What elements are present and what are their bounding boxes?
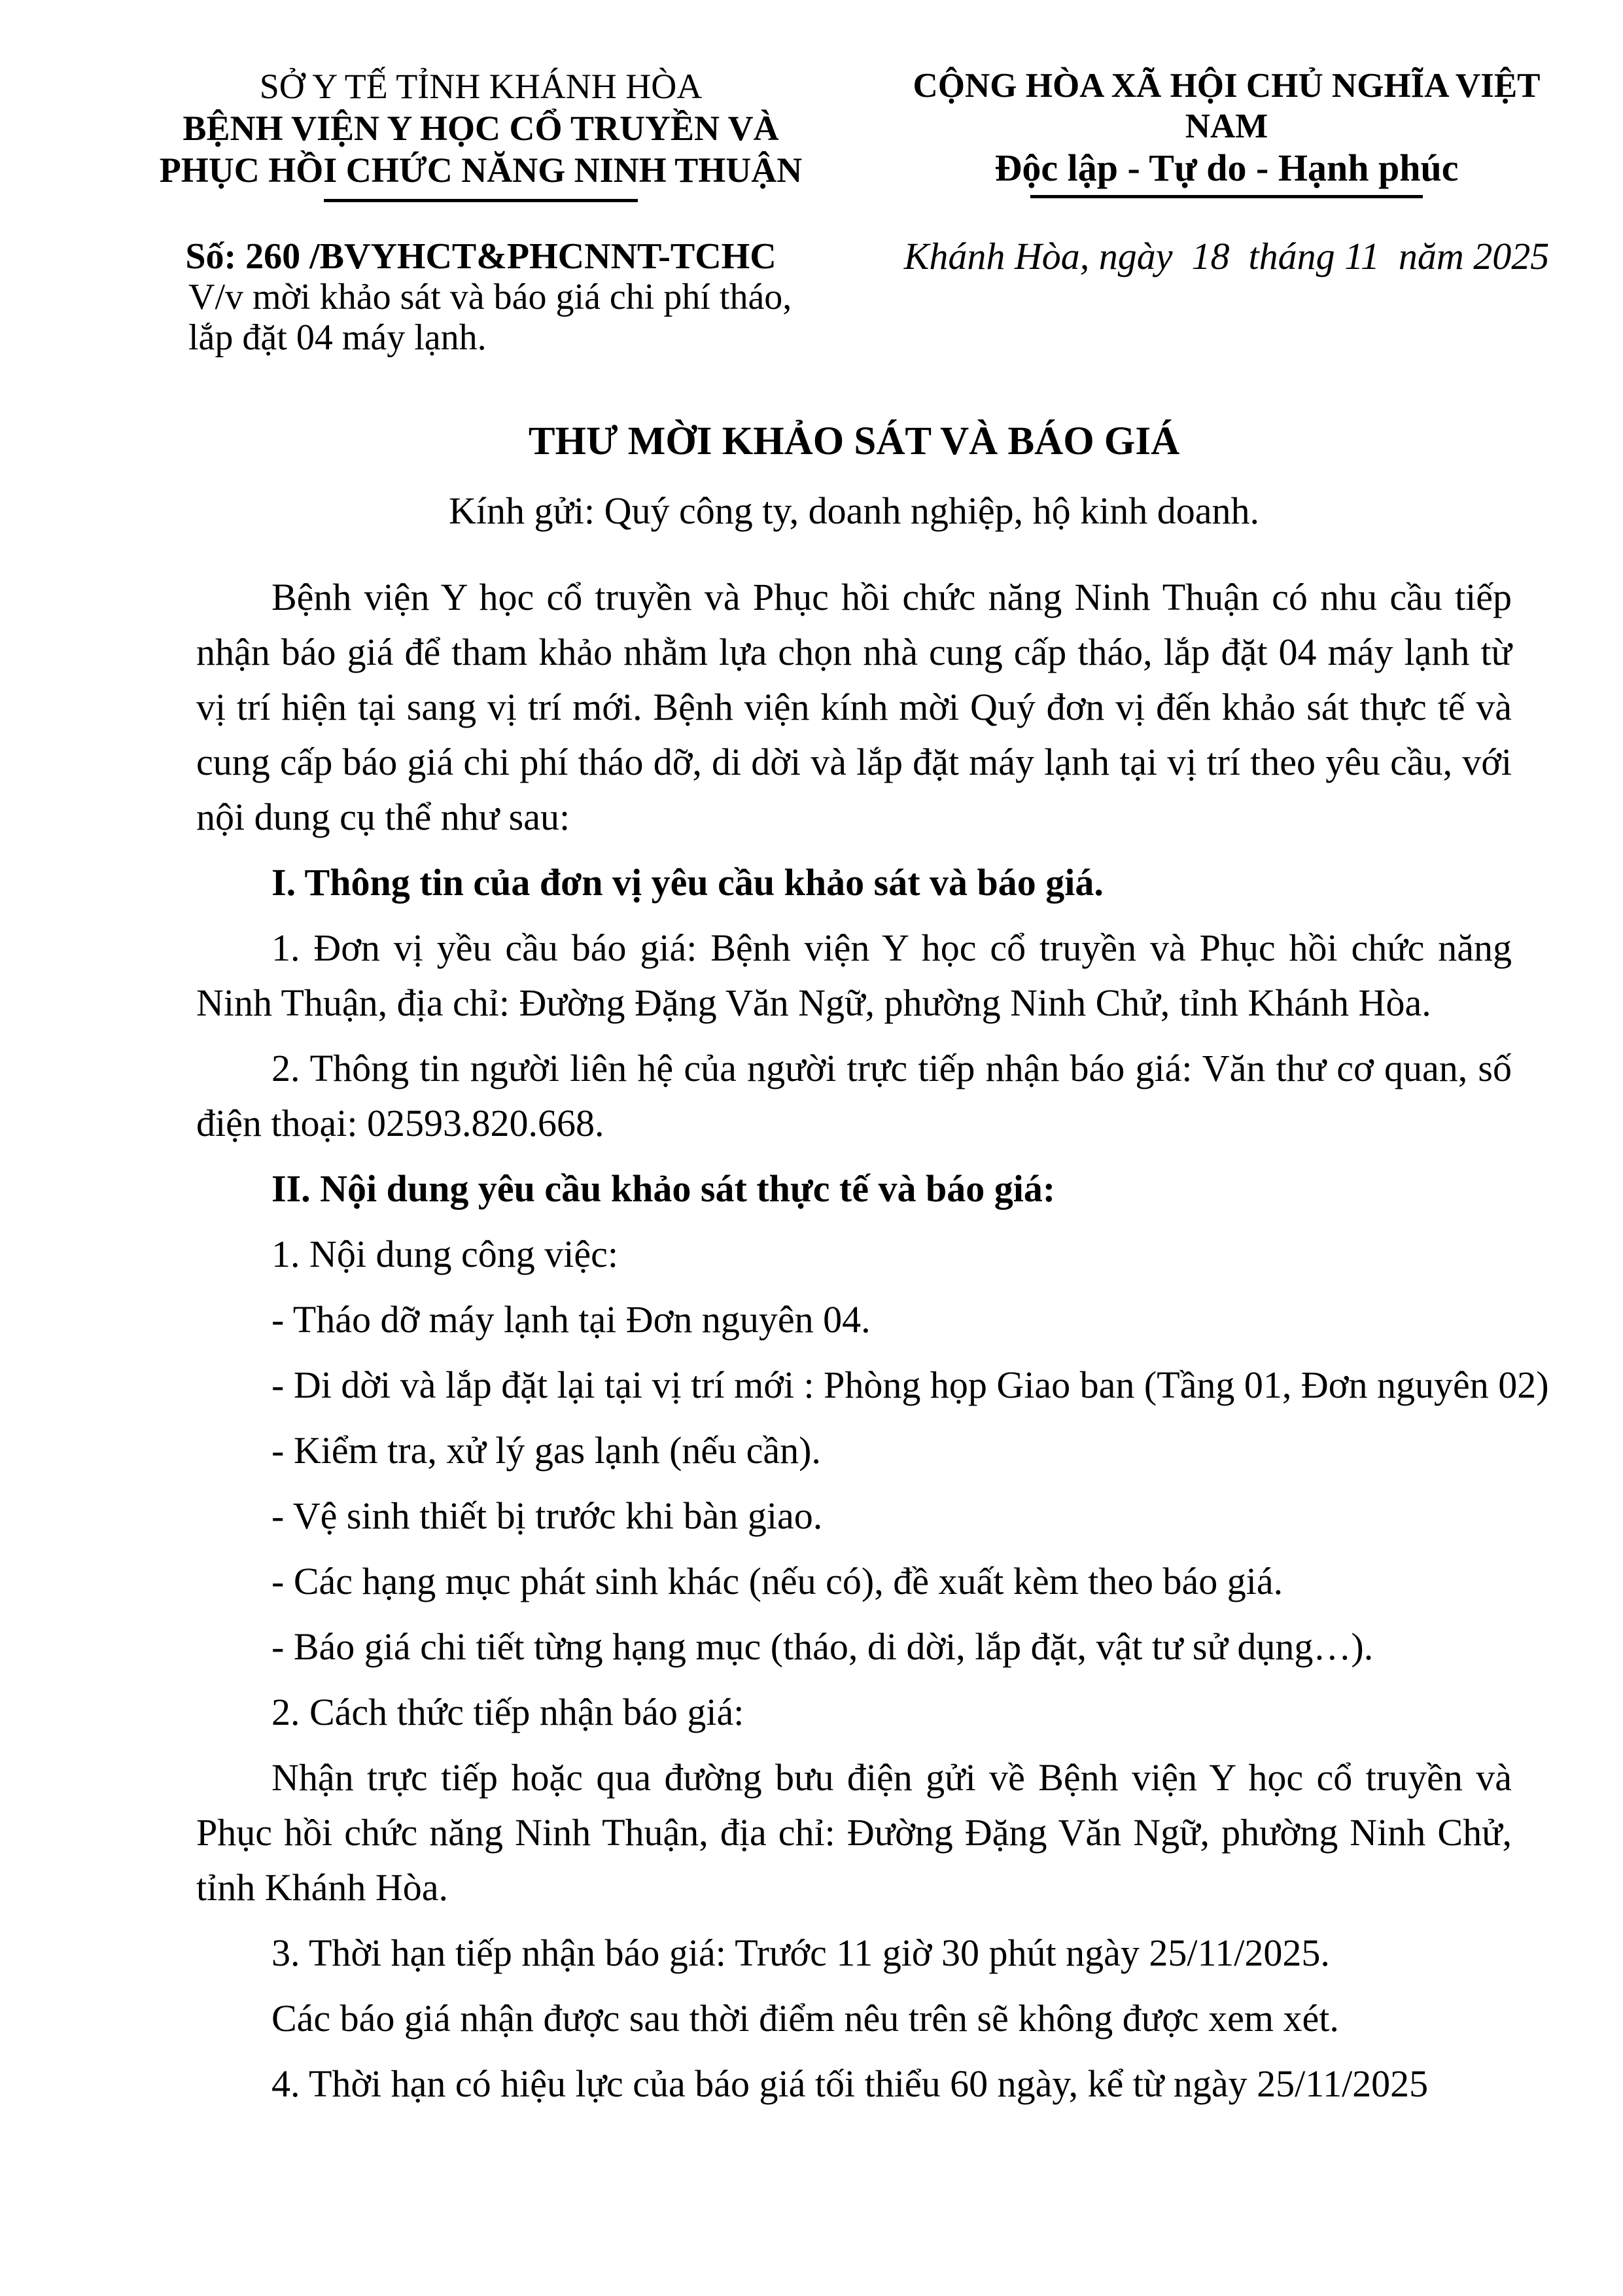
work-item-extra-costs: - Các hạng mục phát sinh khác (nếu có), đề xuất kèm theo báo giá. (271, 1560, 1283, 1602)
section-2-heading: II. Nội dung yêu cầu khảo sát thực tế và báo giá: (271, 1167, 1056, 1210)
work-item-gas-check: - Kiểm tra, xử lý gas lạnh (nếu cần). (271, 1429, 821, 1472)
document-number: Số: 260 /BVYHCT&PHCNNT-TCHC (185, 236, 777, 277)
deadline-paragraph: 3. Thời hạn tiếp nhận báo giá: Trước 11 giờ 30 phút ngày 25/11/2025. (271, 1932, 1330, 1974)
work-item-dismantle: - Tháo dỡ máy lạnh tại Đơn nguyên 04. (271, 1298, 871, 1341)
work-item-relocate: - Di dời và lắp đặt lại tại vị trí mới : Phòng họp Giao ban (Tầng 01, Đơn nguyên 02) (271, 1364, 1549, 1406)
work-content-heading: 1. Nội dung công việc: (271, 1233, 618, 1275)
work-item-detail-quote: - Báo giá chi tiết từng hạng mục (tháo, di dời, lắp đặt, vật tư sử dụng…). (271, 1625, 1374, 1668)
reference-row (0, 236, 1623, 358)
section-1-item-2: 2. Thông tin người liên hệ của người trực tiếp nhận báo giá: Văn thư cơ quan, số điện thoại: 02593.820.668. (196, 1047, 1512, 1144)
letter-header (0, 0, 1623, 202)
document-title: THƯ MỜI KHẢO SÁT VÀ BÁO GIÁ (528, 419, 1180, 463)
org-header-underline (324, 199, 638, 202)
national-motto: Độc lập - Tự do - Hạnh phúc (994, 147, 1459, 189)
validity-paragraph: 4. Thời hạn có hiệu lực của báo giá tối thiểu 60 ngày, kể từ ngày 25/11/2025 (271, 2062, 1429, 2105)
subject-line-2: lắp đặt 04 máy lạnh. (188, 317, 487, 358)
letter-content (196, 418, 1549, 2111)
work-item-cleaning: - Vệ sinh thiết bị trước khi bàn giao. (271, 1494, 823, 1537)
intro-paragraph: Bệnh viện Y học cổ truyền và Phục hồi chức năng Ninh Thuận có nhu cầu tiếp nhận báo giá để tham khảo nhằm lựa chọn nhà cung cấp tháo, lắp đặt 04 máy lạnh từ vị trí hiện tại sang vị trí mới. Bệnh viện kính mời Quý đơn vị đến khảo sát thực tế và cung cấp báo giá chi phí tháo dỡ, di dời và lắp đặt máy lạnh tại vị trí theo yêu cầu, với nội dung cụ thể như sau: (196, 576, 1512, 838)
salutation: Kính gửi: Quý công ty, doanh nghiệp, hộ kinh doanh. (448, 489, 1260, 532)
section-1-item-1: 1. Đơn vị yều cầu báo giá: Bệnh viện Y học cổ truyền và Phục hồi chức năng Ninh Thuận, địa chỉ: Đường Đặng Văn Ngữ, phường Ninh Chử, tỉnh Khánh Hòa. (196, 927, 1512, 1024)
section-1-heading: I. Thông tin của đơn vị yêu cầu khảo sát và báo giá. (271, 861, 1104, 904)
reference-block (150, 236, 811, 358)
quote-receipt-address: Nhận trực tiếp hoặc qua đường bưu điện gửi về Bệnh viện Y học cổ truyền và Phục hồi chức năng Ninh Thuận, địa chỉ: Đường Đặng Văn Ngữ, phường Ninh Chử, tỉnh Khánh Hòa. (196, 1756, 1512, 1909)
hospital-name-line2: PHỤC HỒI CHỨC NĂNG NINH THUẬN (159, 150, 803, 190)
hospital-name-line1: BỆNH VIỆN Y HỌC CỔ TRUYỀN VÀ (183, 109, 779, 148)
country-name: CỘNG HÒA XÃ HỘI CHỦ NGHĨA VIỆT NAM (913, 67, 1541, 145)
date-line: Khánh Hòa, ngày 18 tháng 11 năm 2025 (903, 235, 1550, 277)
national-header-block (870, 65, 1583, 198)
late-quote-note: Các báo giá nhận được sau thời điểm nêu trên sẽ không được xem xét. (271, 1997, 1339, 2040)
parent-org-name: SỞ Y TẾ TỈNH KHÁNH HÒA (259, 67, 703, 106)
quote-receipt-heading: 2. Cách thức tiếp nhận báo giá: (271, 1691, 744, 1733)
motto-underline (1030, 195, 1423, 198)
subject-line-1: V/v mời khảo sát và báo giá chi phí tháo, (188, 277, 792, 317)
issuing-org-block (150, 65, 811, 202)
